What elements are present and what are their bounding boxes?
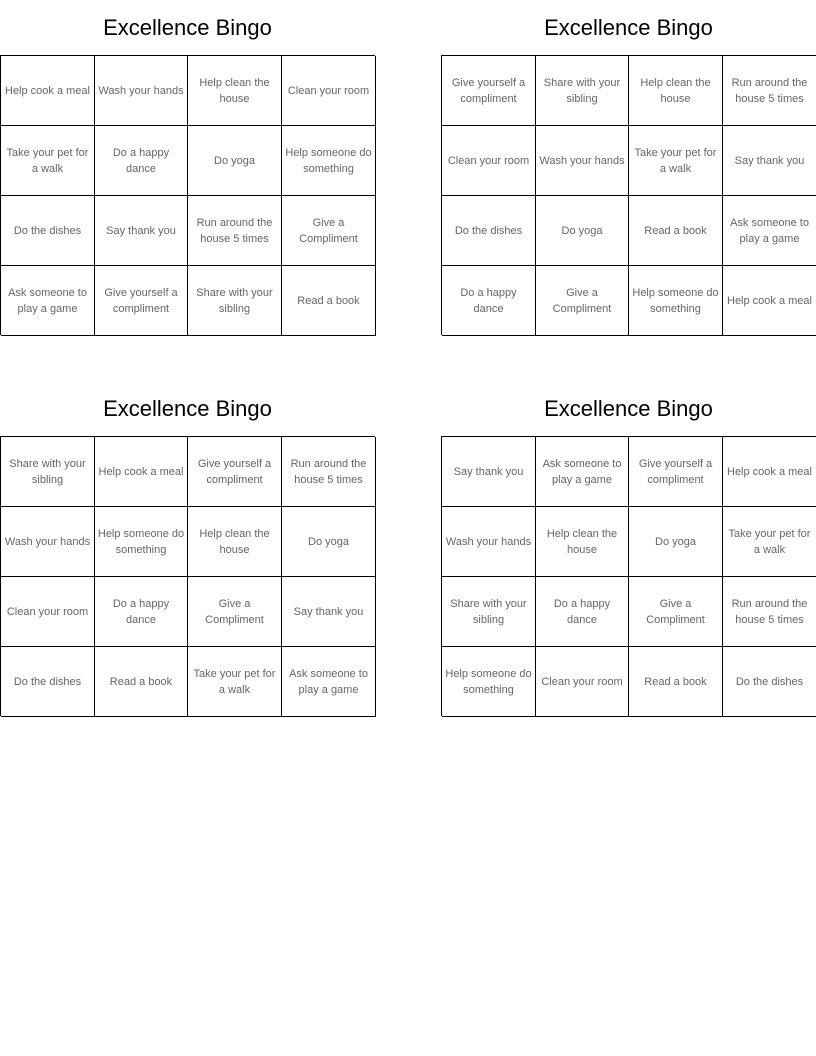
bingo-cell: Do yoga (629, 507, 723, 577)
bingo-cell: Help someone do something (629, 266, 723, 336)
bingo-cell: Do a happy dance (536, 577, 629, 647)
bingo-card-3 (0, 381, 375, 716)
bingo-grid (441, 55, 816, 335)
bingo-cell: Ask someone to play a game (536, 437, 629, 507)
bingo-cell: Do yoga (282, 507, 376, 577)
bingo-cell: Share with your sibling (188, 266, 282, 336)
card-title: Excellence Bingo (103, 395, 272, 421)
bingo-cell: Run around the house 5 times (723, 56, 816, 126)
bingo-cell: Help clean the house (188, 56, 282, 126)
card-title: Excellence Bingo (544, 395, 713, 421)
bingo-cell: Read a book (629, 196, 723, 266)
bingo-cell: Say thank you (723, 126, 816, 196)
bingo-cell: Give a Compliment (536, 266, 629, 336)
bingo-cell: Ask someone to play a game (1, 266, 95, 336)
bingo-cell: Do the dishes (723, 647, 816, 717)
bingo-cell: Share with your sibling (442, 577, 536, 647)
bingo-card-1 (0, 0, 375, 335)
bingo-cell: Clean your room (282, 56, 376, 126)
bingo-cell: Do yoga (536, 196, 629, 266)
bingo-cell: Give a Compliment (282, 196, 376, 266)
bingo-cell: Help clean the house (536, 507, 629, 577)
bingo-cell: Share with your sibling (1, 437, 95, 507)
bingo-cell: Do yoga (188, 126, 282, 196)
bingo-cell: Take your pet for a walk (1, 126, 95, 196)
bingo-cell: Give a Compliment (188, 577, 282, 647)
bingo-cell: Say thank you (282, 577, 376, 647)
bingo-cell: Wash your hands (536, 126, 629, 196)
bingo-cell: Take your pet for a walk (723, 507, 816, 577)
bingo-cell: Take your pet for a walk (188, 647, 282, 717)
bingo-cell: Give yourself a compliment (629, 437, 723, 507)
bingo-cell: Read a book (282, 266, 376, 336)
bingo-grid (0, 55, 375, 335)
bingo-grid (0, 436, 375, 716)
bingo-cell: Run around the house 5 times (282, 437, 376, 507)
bingo-cell: Read a book (95, 647, 188, 717)
bingo-cell: Wash your hands (442, 507, 536, 577)
bingo-cell: Say thank you (442, 437, 536, 507)
bingo-cell: Give yourself a compliment (442, 56, 536, 126)
bingo-cell: Help clean the house (188, 507, 282, 577)
bingo-cell: Clean your room (1, 577, 95, 647)
bingo-cell: Clean your room (536, 647, 629, 717)
bingo-cell: Do a happy dance (95, 126, 188, 196)
bingo-cell: Help someone do something (95, 507, 188, 577)
bingo-cell: Run around the house 5 times (723, 577, 816, 647)
bingo-cell: Give yourself a compliment (188, 437, 282, 507)
bingo-cell: Do a happy dance (442, 266, 536, 336)
bingo-cell: Help clean the house (629, 56, 723, 126)
bingo-cell: Clean your room (442, 126, 536, 196)
bingo-cell: Do the dishes (442, 196, 536, 266)
bingo-cell: Take your pet for a walk (629, 126, 723, 196)
bingo-cell: Ask someone to play a game (723, 196, 816, 266)
bingo-card-4 (441, 381, 816, 716)
bingo-cell: Share with your sibling (536, 56, 629, 126)
bingo-cell: Help cook a meal (1, 56, 95, 126)
card-title: Excellence Bingo (544, 14, 713, 40)
bingo-cell: Do the dishes (1, 647, 95, 717)
bingo-cell: Help cook a meal (723, 437, 816, 507)
bingo-cell: Help someone do something (282, 126, 376, 196)
bingo-cell: Wash your hands (95, 56, 188, 126)
bingo-cell: Give a Compliment (629, 577, 723, 647)
bingo-cell: Read a book (629, 647, 723, 717)
card-title: Excellence Bingo (103, 14, 272, 40)
bingo-cell: Run around the house 5 times (188, 196, 282, 266)
bingo-cell: Help cook a meal (95, 437, 188, 507)
bingo-cell: Help cook a meal (723, 266, 816, 336)
bingo-cell: Give yourself a compliment (95, 266, 188, 336)
bingo-cell: Ask someone to play a game (282, 647, 376, 717)
bingo-cell: Say thank you (95, 196, 188, 266)
bingo-grid (441, 436, 816, 716)
bingo-cell: Do a happy dance (95, 577, 188, 647)
bingo-cell: Do the dishes (1, 196, 95, 266)
bingo-cell: Wash your hands (1, 507, 95, 577)
bingo-card-2 (441, 0, 816, 335)
bingo-cell: Help someone do something (442, 647, 536, 717)
